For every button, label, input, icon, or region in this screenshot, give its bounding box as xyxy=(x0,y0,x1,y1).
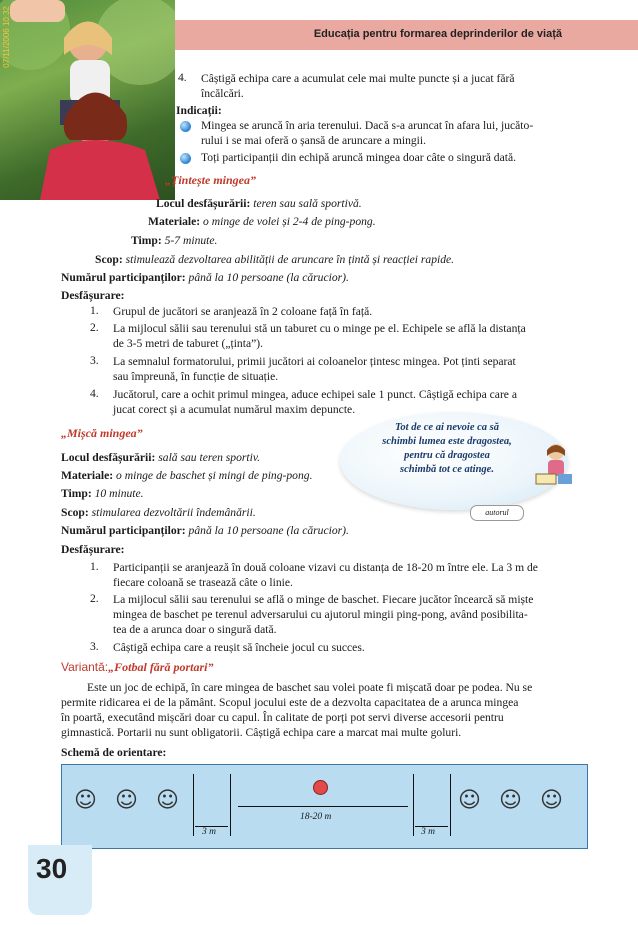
field-label: Materiale: xyxy=(148,215,201,228)
hint-text: rului i se mai oferă o șansă de aruncare a mingii. xyxy=(201,134,427,147)
quote-line: pentru că dragostea xyxy=(404,450,490,461)
bullet-icon xyxy=(180,121,191,132)
field-value: o minge de volei și 2-4 de ping-pong. xyxy=(203,215,376,228)
bullet-icon xyxy=(180,153,191,164)
photo-mother-child xyxy=(0,0,175,200)
running-header: Educația pentru formarea deprinderilor de viață xyxy=(313,28,562,40)
field-label: Numărul participanților: xyxy=(61,271,186,284)
distance-label: 3 m xyxy=(421,827,435,837)
boundary-line xyxy=(450,774,451,836)
step-number: 2. xyxy=(90,592,99,605)
player-smiley-icon: ☺ xyxy=(540,788,563,813)
quote-line: schimbi lumea este dragostea, xyxy=(382,436,512,447)
field-value: teren sau sală sportivă. xyxy=(253,197,362,210)
item-text: Câștigă echipa care a acumulat cele mai multe puncte și a jucat fără xyxy=(201,72,515,85)
paragraph-line: Este un joc de echipă, în care mingea de baschet sau volei poate fi mișcată doar pe podea. Nu se xyxy=(87,681,533,694)
field-value: 10 minute. xyxy=(94,487,144,500)
field-label: Timp: xyxy=(131,234,162,247)
scheme-label: Schemă de orientare: xyxy=(61,746,167,759)
quote-text xyxy=(362,421,532,477)
quote-line: schimbă tot ce atinge. xyxy=(400,464,494,475)
field-label: Materiale: xyxy=(61,469,114,482)
field-label: Timp: xyxy=(61,487,92,500)
step-text: de 3-5 metri de taburet („ținta”). xyxy=(113,337,264,350)
step-text: La semnalul formatorului, primii jucători ai coloanelor țintesc mingea. Pot ținti separat xyxy=(113,355,516,368)
game-title: „Mișcă mingea” xyxy=(61,426,143,440)
field-label: Locul desfășurării: xyxy=(61,451,156,464)
player-smiley-icon: ☺ xyxy=(74,788,97,813)
basketball-ball xyxy=(313,780,328,795)
step-text: sau împreună, în funcție de situație. xyxy=(113,370,279,383)
hint-text: Toți participanții din echipă aruncă mingea doar câte o singură dată. xyxy=(201,151,516,164)
desfasurare-label: Desfășurare: xyxy=(61,289,125,302)
photo-illustration xyxy=(0,0,175,200)
field-value: stimularea dezvoltării îndemânării. xyxy=(91,506,256,519)
field-value: sală sau teren sportiv. xyxy=(158,451,261,464)
paragraph-line: în poartă, executând mișcări doar cu capul. În calitate de porți pot servi diverse accesorii pentru xyxy=(61,711,504,724)
step-text: Câștigă echipa care a reușit să încheie jocul cu succes. xyxy=(113,641,365,654)
field-label: Scop: xyxy=(95,253,123,266)
field-label: Locul desfășurării: xyxy=(156,197,251,210)
step-number: 2. xyxy=(90,321,99,334)
variant-title: „Fotbal fără portari” xyxy=(108,660,214,674)
field-value: 5-7 minute. xyxy=(164,234,218,247)
step-number: 1. xyxy=(90,304,99,317)
item-text: încălcări. xyxy=(201,87,244,100)
variant-prefix: Variantă: xyxy=(61,660,109,674)
game-title: „Țintește mingea” xyxy=(165,173,256,187)
player-smiley-icon: ☺ xyxy=(499,788,522,813)
boundary-line xyxy=(230,774,231,836)
paragraph-line: gimnastică. Portarii nu sunt obligatorii. Câștigă echipa care a marcat mai multe goluri. xyxy=(61,726,462,739)
boundary-line xyxy=(413,774,414,836)
field-value: stimulează dezvoltarea abilității de aruncare în țintă și reacției rapide. xyxy=(125,253,455,266)
player-smiley-icon: ☺ xyxy=(156,788,179,813)
player-smiley-icon: ☺ xyxy=(115,788,138,813)
step-text: Jucătorul, care a ochit primul mingea, aduce echipei sale 1 punct. Câștigă echipa care a xyxy=(113,388,517,401)
step-number: 3. xyxy=(90,354,99,367)
field-label: Numărul participanților: xyxy=(61,524,186,537)
field-value: o minge de baschet și mingi de ping-pong. xyxy=(116,469,313,482)
hint-text: Mingea se aruncă în aria terenului. Dacă s-a aruncat în afara lui, jucăto- xyxy=(201,119,534,132)
quote-author: autorul xyxy=(470,505,524,521)
step-number: 4. xyxy=(90,387,99,400)
step-text: La mijlocul sălii sau terenului stă un taburet cu o minge pe el. Echipele se află la distanța xyxy=(113,322,526,335)
photo-date-stamp: 07/11/2006 10:32 xyxy=(2,6,11,68)
desfasurare-label: Desfășurare: xyxy=(61,543,125,556)
step-text: La mijlocul sălii sau terenului se află o minge de baschet. Fiecare jucător încearcă să miște xyxy=(113,593,534,606)
step-text: fiecare coloană se trasează câte o linie. xyxy=(113,576,293,589)
distance-arrow xyxy=(238,806,408,807)
field-label: Scop: xyxy=(61,506,89,519)
step-text: Participanții se aranjează în două coloane vizavi cu distanța de 18-20 m între ele. La 3 m de xyxy=(113,561,538,574)
quote-line: Tot de ce ai nevoie ca să xyxy=(394,422,499,433)
step-text: tea de a arunca doar o singură dată. xyxy=(113,623,277,636)
step-text: jucat corect și a acumulat numărul maxim depuncte. xyxy=(113,403,356,416)
step-number: 1. xyxy=(90,560,99,573)
distance-label: 18-20 m xyxy=(300,812,332,822)
boundary-line xyxy=(193,774,194,836)
field-value: până la 10 persoane (la cărucior). xyxy=(188,524,349,537)
step-text: mingea de baschet pe terenul adversarului cu ajutorul mingii ping-pong, având posibilita- xyxy=(113,608,528,621)
distance-label: 3 m xyxy=(202,827,216,837)
step-number: 3. xyxy=(90,640,99,653)
reading-girl-illustration xyxy=(532,440,576,488)
step-text: Grupul de jucători se aranjează în 2 coloane față în față. xyxy=(113,305,373,318)
page-number: 30 xyxy=(36,853,68,884)
item-number: 4. xyxy=(178,71,187,84)
indicatii-label: Indicații: xyxy=(176,104,222,117)
player-smiley-icon: ☺ xyxy=(458,788,481,813)
paragraph-line: permite ridicarea ei de la pământ. Scopul jocului este de a dezvolta capacitatea de a arunca mingea xyxy=(61,696,519,709)
field-value: până la 10 persoane (la cărucior). xyxy=(188,271,349,284)
